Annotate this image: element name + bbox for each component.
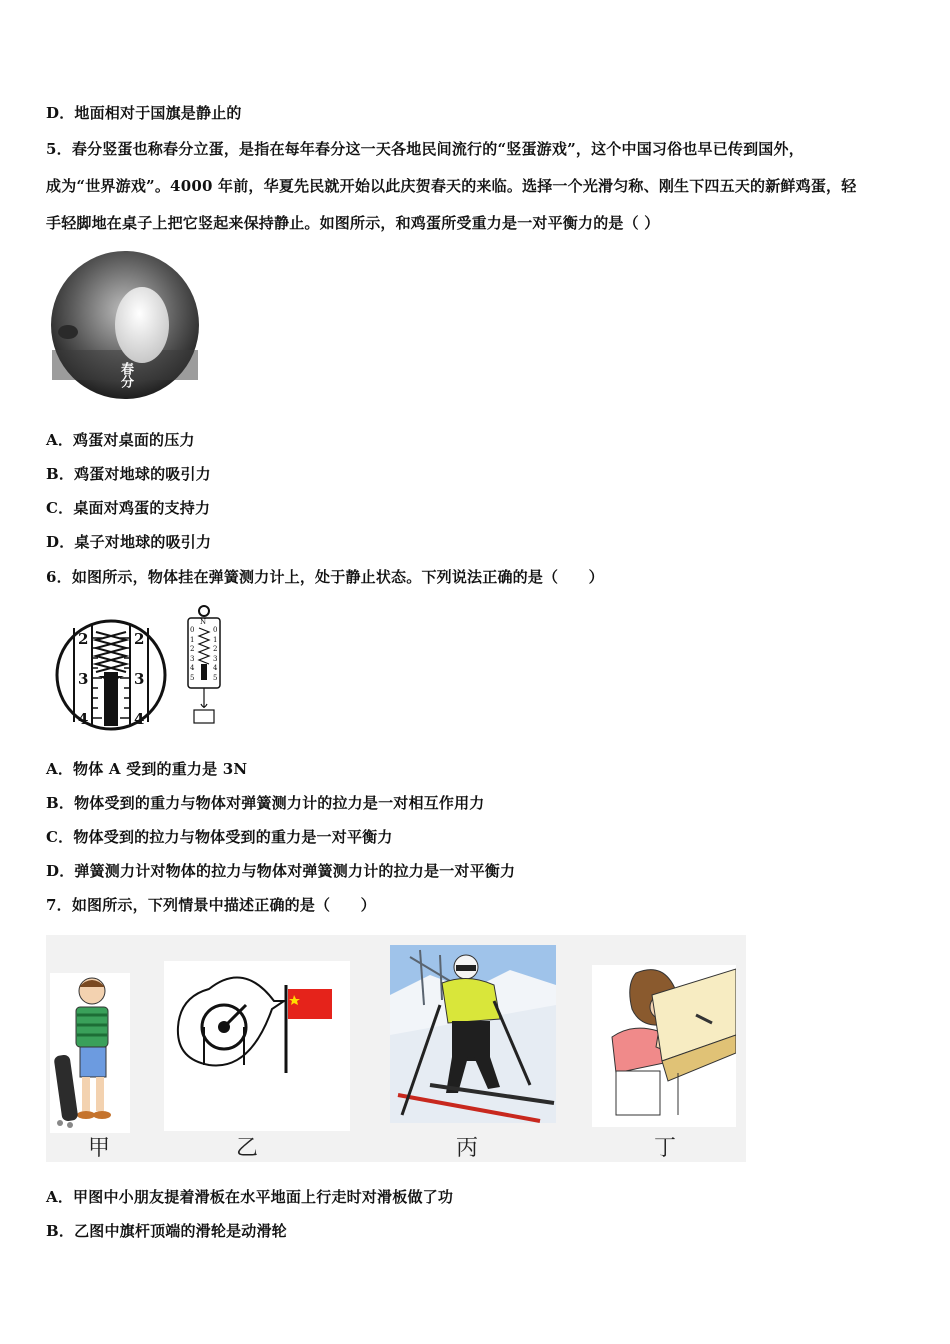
scale-tick: 1 — [213, 635, 218, 644]
figure-label-yi: 乙 — [236, 1136, 259, 1161]
scale-tick: 3 — [213, 654, 218, 663]
girl-pushing-image — [592, 965, 736, 1127]
small-scale-ticks-left — [190, 626, 194, 683]
q5-option-c: C．桌面对鸡蛋的支持力 — [46, 499, 211, 517]
q6-option-c: C．物体受到的拉力与物体受到的重力是一对平衡力 — [46, 828, 393, 846]
q6-option-b: B．物体受到的重力与物体对弹簧测力计的拉力是一对相互作用力 — [46, 794, 485, 812]
scale-number-right-2: 2 — [134, 630, 145, 648]
egg-shape — [115, 287, 169, 363]
q7-option-b: B．乙图中旗杆顶端的滑轮是动滑轮 — [46, 1222, 287, 1240]
q7-figure-panel — [46, 935, 746, 1162]
scale-number-right-3: 3 — [134, 670, 145, 688]
scale-tick: 5 — [190, 673, 195, 682]
q6-option-d: D．弹簧测力计对物体的拉力与物体对弹簧测力计的拉力是一对平衡力 — [46, 862, 516, 880]
q6-option-a: A．物体 A 受到的重力是 3N — [46, 760, 248, 778]
q5-stem-line2: 成为“世界游戏”。4000 年前，华夏先民就开始以此庆贺春天的来临。选择一个光滑匀称、刚生下四五天的新鲜鸡蛋，轻 — [46, 177, 857, 195]
skier-image — [390, 945, 556, 1123]
q6-stem: 6．如图所示，物体挂在弹簧测力计上，处于静止状态。下列说法正确的是（ ） — [46, 568, 604, 586]
q5-option-a: A．鸡蛋对桌面的压力 — [46, 431, 195, 449]
boy-skateboard-image — [50, 973, 130, 1133]
small-scale-ticks-right — [213, 626, 217, 683]
small-scale-unit: N — [200, 618, 207, 626]
spring-scale-figure — [182, 604, 226, 726]
q4-option-d: D．地面相对于国旗是静止的 — [46, 104, 242, 122]
scale-number-right-4: 4 — [134, 710, 145, 728]
scale-tick: 3 — [190, 654, 195, 663]
figure-label-jia: 甲 — [88, 1136, 111, 1161]
scale-number-left-4: 4 — [78, 710, 89, 728]
egg-figure — [50, 250, 200, 400]
q7-option-a: A．甲图中小朋友提着滑板在水平地面上行走时对滑板做了功 — [46, 1188, 454, 1206]
q5-option-b: B．鸡蛋对地球的吸引力 — [46, 465, 211, 483]
figure-label-bing: 丙 — [456, 1136, 479, 1161]
scale-number-left-3: 3 — [78, 670, 89, 688]
scale-tick: 0 — [213, 626, 218, 634]
scale-tick: 2 — [190, 645, 195, 653]
q5-stem-line1: 5．春分竖蛋也称春分立蛋，是指在每年春分这一天各地民间流行的“竖蛋游戏”，这个中国习俗也早已传到国外， — [46, 140, 804, 158]
flagpole-pulley-image — [164, 961, 350, 1131]
scale-tick: 5 — [213, 673, 218, 682]
q5-stem-line3: 手轻脚地在桌子上把它竖起来保持静止。如图所示，和鸡蛋所受重力是一对平衡力的是（ ） — [46, 214, 660, 232]
scale-tick: 0 — [190, 626, 195, 634]
scale-number-left-2: 2 — [78, 630, 89, 648]
q7-stem: 7．如图所示，下列情景中描述正确的是（ ） — [46, 896, 376, 914]
scale-tick: 4 — [190, 664, 195, 672]
scale-tick: 4 — [213, 664, 218, 672]
figure-label-ding: 丁 — [654, 1136, 677, 1161]
egg-figure-caption: 春分 — [118, 362, 133, 388]
scale-tick: 2 — [213, 645, 218, 653]
spring-scale-zoom-figure — [54, 618, 168, 732]
q5-option-d: D．桌子对地球的吸引力 — [46, 533, 212, 551]
scale-tick: 1 — [190, 635, 195, 644]
